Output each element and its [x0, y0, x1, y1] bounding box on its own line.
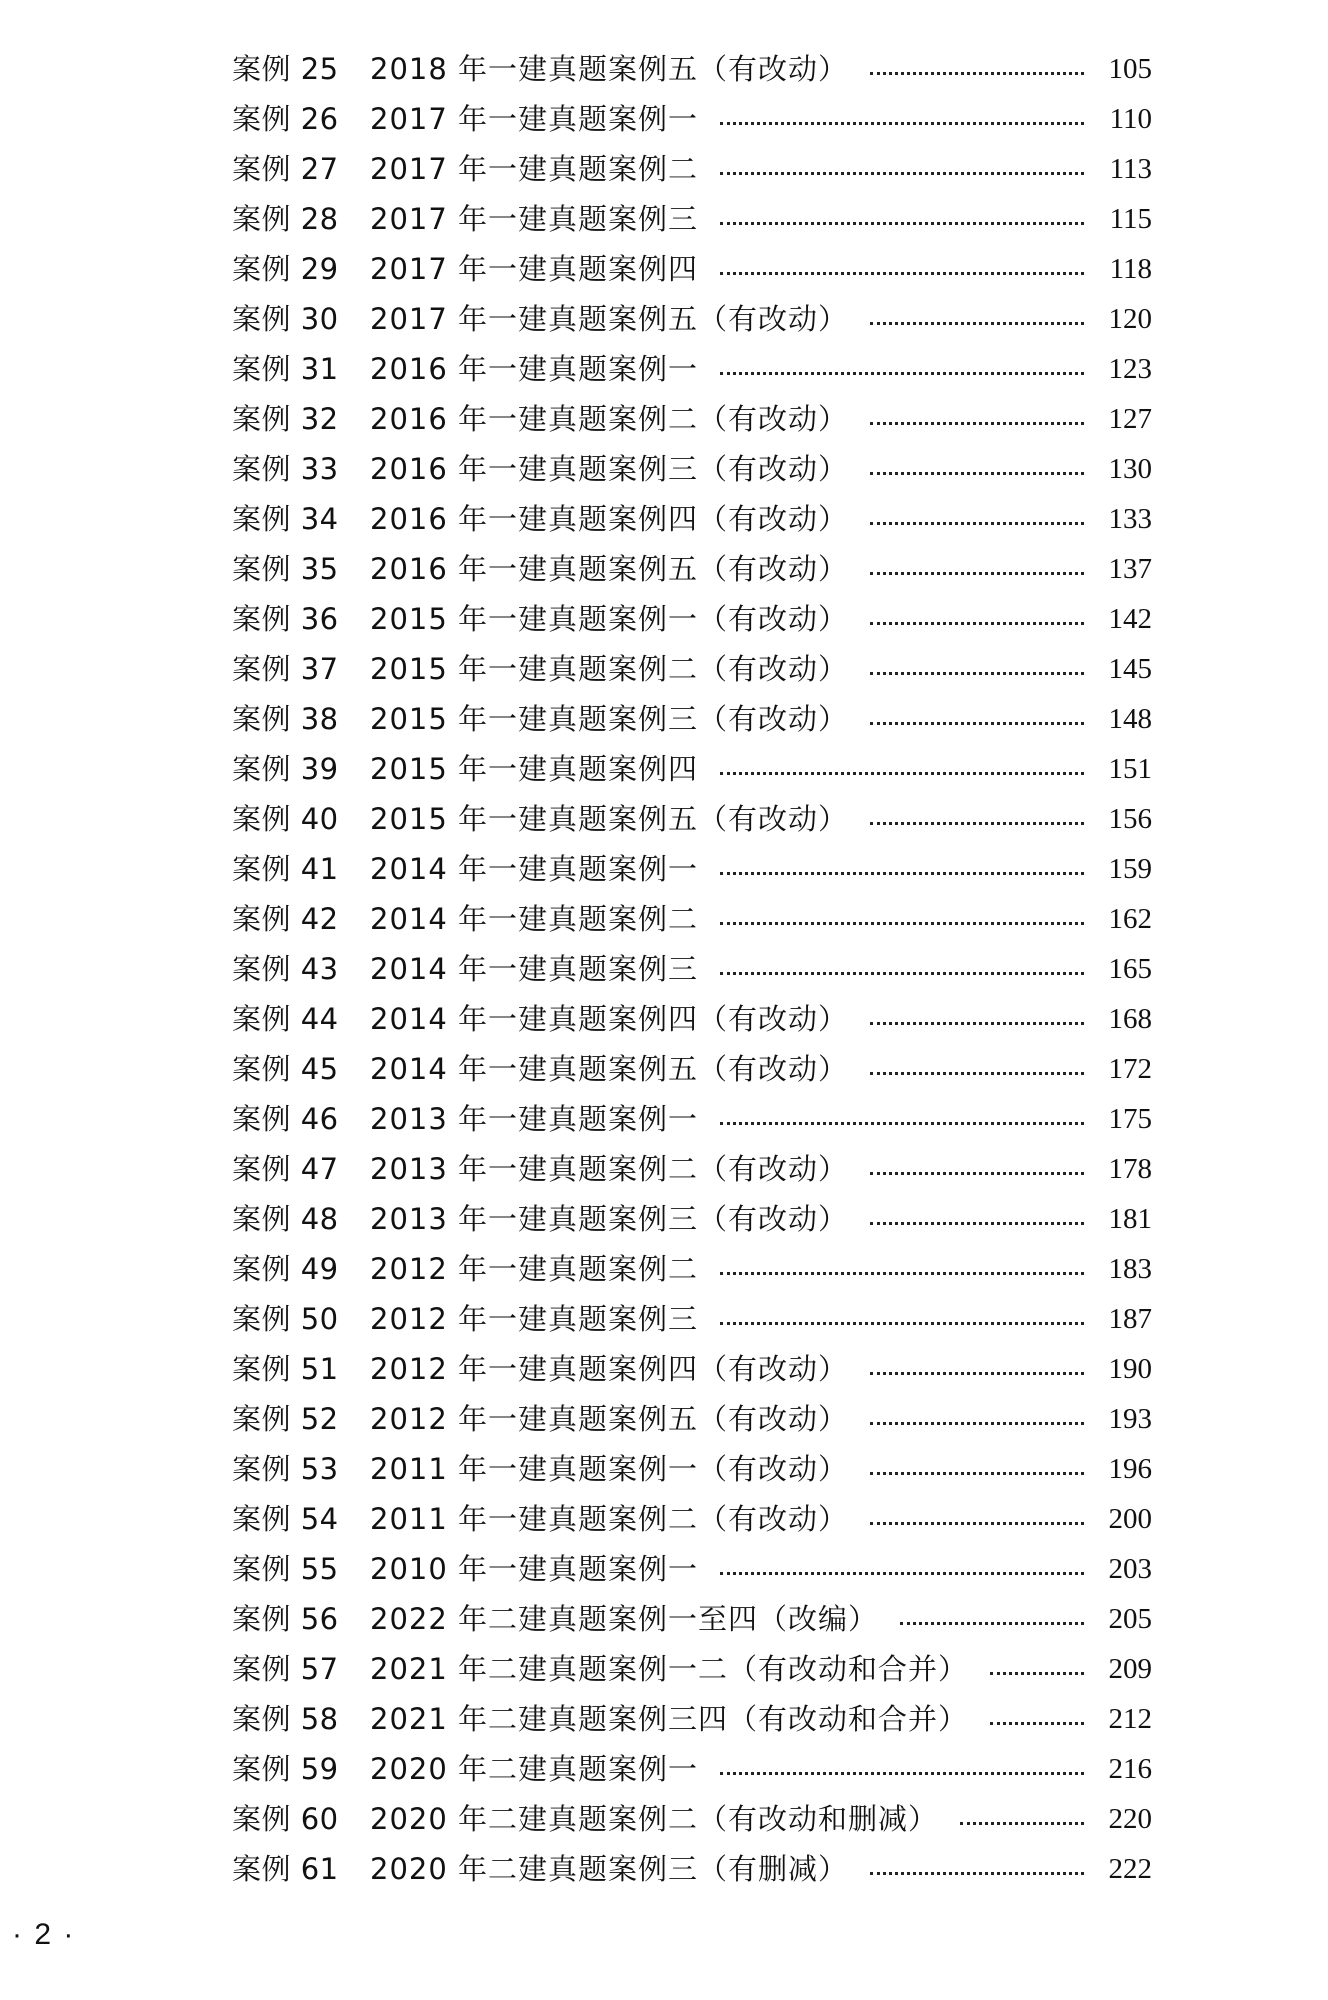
toc-entry[interactable]	[232, 444, 1152, 494]
toc-entry[interactable]	[232, 844, 1152, 894]
entry-title: 2017 年一建真题案例四	[370, 252, 699, 286]
dot-leader	[870, 322, 1084, 325]
entry-title: 2015 年一建真题案例一（有改动）	[370, 602, 849, 636]
entry-page-number: 133	[1108, 503, 1152, 535]
entry-page-number: 151	[1108, 753, 1152, 785]
dot-leader	[870, 72, 1084, 75]
entry-page-number: 145	[1108, 653, 1152, 685]
entry-page-number: 175	[1108, 1103, 1152, 1135]
toc-entry[interactable]	[232, 494, 1152, 544]
toc-entry[interactable]	[232, 194, 1152, 244]
entry-page-number: 212	[1108, 1703, 1152, 1735]
entry-title: 2011 年一建真题案例一（有改动）	[370, 1452, 849, 1486]
toc-entry[interactable]	[232, 44, 1152, 94]
case-number: 案例 44	[232, 1002, 339, 1036]
case-number: 案例 53	[232, 1452, 339, 1486]
entry-page-number: 130	[1108, 453, 1152, 485]
entry-page-number: 113	[1109, 153, 1152, 185]
dot-leader	[720, 1322, 1084, 1325]
toc-entry[interactable]	[232, 1644, 1152, 1694]
entry-title: 2015 年一建真题案例三（有改动）	[370, 702, 849, 736]
toc-entry[interactable]	[232, 144, 1152, 194]
dot-leader	[870, 1872, 1084, 1875]
entry-title: 2014 年一建真题案例五（有改动）	[370, 1052, 849, 1086]
entry-page-number: 156	[1108, 803, 1152, 835]
dot-leader	[900, 1622, 1084, 1625]
entry-title: 2012 年一建真题案例五（有改动）	[370, 1402, 849, 1436]
case-number: 案例 61	[232, 1852, 339, 1886]
toc-entry[interactable]	[232, 1244, 1152, 1294]
entry-title: 2014 年一建真题案例一	[370, 852, 699, 886]
case-number: 案例 45	[232, 1052, 339, 1086]
dot-leader	[720, 222, 1084, 225]
entry-title: 2015 年一建真题案例二（有改动）	[370, 652, 849, 686]
case-number: 案例 32	[232, 402, 339, 436]
dot-leader	[870, 472, 1084, 475]
toc-entry[interactable]	[232, 594, 1152, 644]
entry-title: 2020 年二建真题案例三（有删减）	[370, 1852, 849, 1886]
case-number: 案例 37	[232, 652, 339, 686]
case-number: 案例 40	[232, 802, 339, 836]
entry-page-number: 187	[1108, 1303, 1152, 1335]
case-number: 案例 39	[232, 752, 339, 786]
dot-leader	[870, 1022, 1084, 1025]
case-number: 案例 41	[232, 852, 339, 886]
entry-page-number: 172	[1108, 1053, 1152, 1085]
entry-page-number: 165	[1108, 953, 1152, 985]
toc-entry[interactable]	[232, 544, 1152, 594]
toc-entry[interactable]	[232, 694, 1152, 744]
entry-title: 2016 年一建真题案例三（有改动）	[370, 452, 849, 486]
entry-page-number: 203	[1108, 1553, 1152, 1585]
case-number: 案例 26	[232, 102, 339, 136]
dot-leader	[870, 822, 1084, 825]
case-number: 案例 34	[232, 502, 339, 536]
toc-entry[interactable]	[232, 344, 1152, 394]
entry-page-number: 196	[1108, 1453, 1152, 1485]
toc-entry[interactable]	[232, 894, 1152, 944]
table-of-contents	[232, 44, 1152, 1894]
entry-title: 2021 年二建真题案例三四（有改动和合并）	[370, 1702, 969, 1736]
entry-page-number: 137	[1108, 553, 1152, 585]
dot-leader	[720, 272, 1084, 275]
dot-leader	[870, 1372, 1084, 1375]
case-number: 案例 55	[232, 1552, 339, 1586]
entry-page-number: 127	[1108, 403, 1152, 435]
dot-leader	[720, 922, 1084, 925]
toc-entry[interactable]	[232, 644, 1152, 694]
entry-title: 2016 年一建真题案例二（有改动）	[370, 402, 849, 436]
dot-leader	[960, 1822, 1084, 1825]
page-number-footer: · 2 ·	[12, 1918, 76, 1951]
dot-leader	[870, 422, 1084, 425]
entry-page-number: 190	[1108, 1353, 1152, 1385]
case-number: 案例 25	[232, 52, 339, 86]
entry-page-number: 216	[1108, 1753, 1152, 1785]
case-number: 案例 35	[232, 552, 339, 586]
entry-page-number: 148	[1108, 703, 1152, 735]
case-number: 案例 54	[232, 1502, 339, 1536]
dot-leader	[720, 372, 1084, 375]
dot-leader	[870, 672, 1084, 675]
toc-entry[interactable]	[232, 1344, 1152, 1394]
entry-page-number: 205	[1108, 1603, 1152, 1635]
entry-title: 2016 年一建真题案例一	[370, 352, 699, 386]
case-number: 案例 38	[232, 702, 339, 736]
dot-leader	[720, 1122, 1084, 1125]
toc-entry[interactable]	[232, 1194, 1152, 1244]
toc-entry[interactable]	[232, 1544, 1152, 1594]
case-number: 案例 52	[232, 1402, 339, 1436]
entry-page-number: 115	[1109, 203, 1152, 235]
entry-page-number: 181	[1108, 1203, 1152, 1235]
entry-title: 2017 年一建真题案例二	[370, 152, 699, 186]
entry-page-number: 193	[1108, 1403, 1152, 1435]
toc-entry[interactable]	[232, 1294, 1152, 1344]
dot-leader	[990, 1672, 1084, 1675]
entry-title: 2017 年一建真题案例一	[370, 102, 699, 136]
toc-entry[interactable]	[232, 1694, 1152, 1744]
entry-title: 2013 年一建真题案例三（有改动）	[370, 1202, 849, 1236]
case-number: 案例 51	[232, 1352, 339, 1386]
dot-leader	[870, 1422, 1084, 1425]
dot-leader	[870, 522, 1084, 525]
entry-title: 2021 年二建真题案例一二（有改动和合并）	[370, 1652, 969, 1686]
toc-entry[interactable]	[232, 1744, 1152, 1794]
entry-title: 2015 年一建真题案例四	[370, 752, 699, 786]
case-number: 案例 50	[232, 1302, 339, 1336]
entry-page-number: 162	[1108, 903, 1152, 935]
entry-title: 2017 年一建真题案例五（有改动）	[370, 302, 849, 336]
case-number: 案例 58	[232, 1702, 339, 1736]
entry-title: 2020 年二建真题案例一	[370, 1752, 699, 1786]
entry-title: 2016 年一建真题案例四（有改动）	[370, 502, 849, 536]
entry-title: 2022 年二建真题案例一至四（改编）	[370, 1602, 879, 1636]
case-number: 案例 33	[232, 452, 339, 486]
case-number: 案例 42	[232, 902, 339, 936]
toc-entry[interactable]	[232, 944, 1152, 994]
case-number: 案例 28	[232, 202, 339, 236]
entry-title: 2013 年一建真题案例一	[370, 1102, 699, 1136]
toc-entry[interactable]	[232, 94, 1152, 144]
entry-title: 2013 年一建真题案例二（有改动）	[370, 1152, 849, 1186]
toc-entry[interactable]	[232, 394, 1152, 444]
entry-title: 2010 年一建真题案例一	[370, 1552, 699, 1586]
entry-page-number: 209	[1108, 1653, 1152, 1685]
case-number: 案例 43	[232, 952, 339, 986]
dot-leader	[870, 1172, 1084, 1175]
dot-leader	[720, 1272, 1084, 1275]
entry-page-number: 123	[1108, 353, 1152, 385]
dot-leader	[870, 622, 1084, 625]
dot-leader	[720, 972, 1084, 975]
dot-leader	[870, 1472, 1084, 1475]
entry-page-number: 159	[1108, 853, 1152, 885]
entry-title: 2014 年一建真题案例四（有改动）	[370, 1002, 849, 1036]
dot-leader	[720, 122, 1084, 125]
dot-leader	[720, 872, 1084, 875]
toc-entry[interactable]	[232, 994, 1152, 1044]
entry-page-number: 183	[1108, 1253, 1152, 1285]
case-number: 案例 46	[232, 1102, 339, 1136]
entry-page-number: 105	[1108, 53, 1152, 85]
dot-leader	[870, 1522, 1084, 1525]
dot-leader	[870, 572, 1084, 575]
case-number: 案例 56	[232, 1602, 339, 1636]
case-number: 案例 29	[232, 252, 339, 286]
case-number: 案例 57	[232, 1652, 339, 1686]
dot-leader	[720, 772, 1084, 775]
toc-entry[interactable]	[232, 794, 1152, 844]
entry-title: 2012 年一建真题案例二	[370, 1252, 699, 1286]
case-number: 案例 30	[232, 302, 339, 336]
entry-page-number: 168	[1108, 1003, 1152, 1035]
toc-entry[interactable]	[232, 1844, 1152, 1894]
toc-entry[interactable]	[232, 1794, 1152, 1844]
toc-entry[interactable]	[232, 1394, 1152, 1444]
case-number: 案例 36	[232, 602, 339, 636]
entry-title: 2014 年一建真题案例三	[370, 952, 699, 986]
dot-leader	[720, 1572, 1084, 1575]
toc-entry[interactable]	[232, 1144, 1152, 1194]
dot-leader	[870, 1072, 1084, 1075]
entry-title: 2014 年一建真题案例二	[370, 902, 699, 936]
toc-entry[interactable]	[232, 744, 1152, 794]
entry-title: 2020 年二建真题案例二（有改动和删减）	[370, 1802, 939, 1836]
entry-page-number: 220	[1108, 1803, 1152, 1835]
entry-title: 2012 年一建真题案例三	[370, 1302, 699, 1336]
entry-page-number: 222	[1108, 1853, 1152, 1885]
dot-leader	[870, 1222, 1084, 1225]
case-number: 案例 31	[232, 352, 339, 386]
toc-entry[interactable]	[232, 1594, 1152, 1644]
toc-entry[interactable]	[232, 294, 1152, 344]
entry-title: 2017 年一建真题案例三	[370, 202, 699, 236]
case-number: 案例 27	[232, 152, 339, 186]
entry-page-number: 178	[1108, 1153, 1152, 1185]
case-number: 案例 47	[232, 1152, 339, 1186]
dot-leader	[870, 722, 1084, 725]
case-number: 案例 59	[232, 1752, 339, 1786]
toc-entry[interactable]	[232, 1444, 1152, 1494]
entry-title: 2012 年一建真题案例四（有改动）	[370, 1352, 849, 1386]
entry-page-number: 110	[1109, 103, 1152, 135]
dot-leader	[720, 172, 1084, 175]
toc-entry[interactable]	[232, 244, 1152, 294]
dot-leader	[990, 1722, 1084, 1725]
toc-entry[interactable]	[232, 1094, 1152, 1144]
dot-leader	[720, 1772, 1084, 1775]
entry-title: 2018 年一建真题案例五（有改动）	[370, 52, 849, 86]
case-number: 案例 48	[232, 1202, 339, 1236]
toc-entry[interactable]	[232, 1044, 1152, 1094]
entry-title: 2016 年一建真题案例五（有改动）	[370, 552, 849, 586]
entry-page-number: 142	[1108, 603, 1152, 635]
entry-page-number: 118	[1109, 253, 1152, 285]
case-number: 案例 49	[232, 1252, 339, 1286]
toc-entry[interactable]	[232, 1494, 1152, 1544]
entry-page-number: 120	[1108, 303, 1152, 335]
entry-title: 2015 年一建真题案例五（有改动）	[370, 802, 849, 836]
case-number: 案例 60	[232, 1802, 339, 1836]
entry-title: 2011 年一建真题案例二（有改动）	[370, 1502, 849, 1536]
entry-page-number: 200	[1108, 1503, 1152, 1535]
